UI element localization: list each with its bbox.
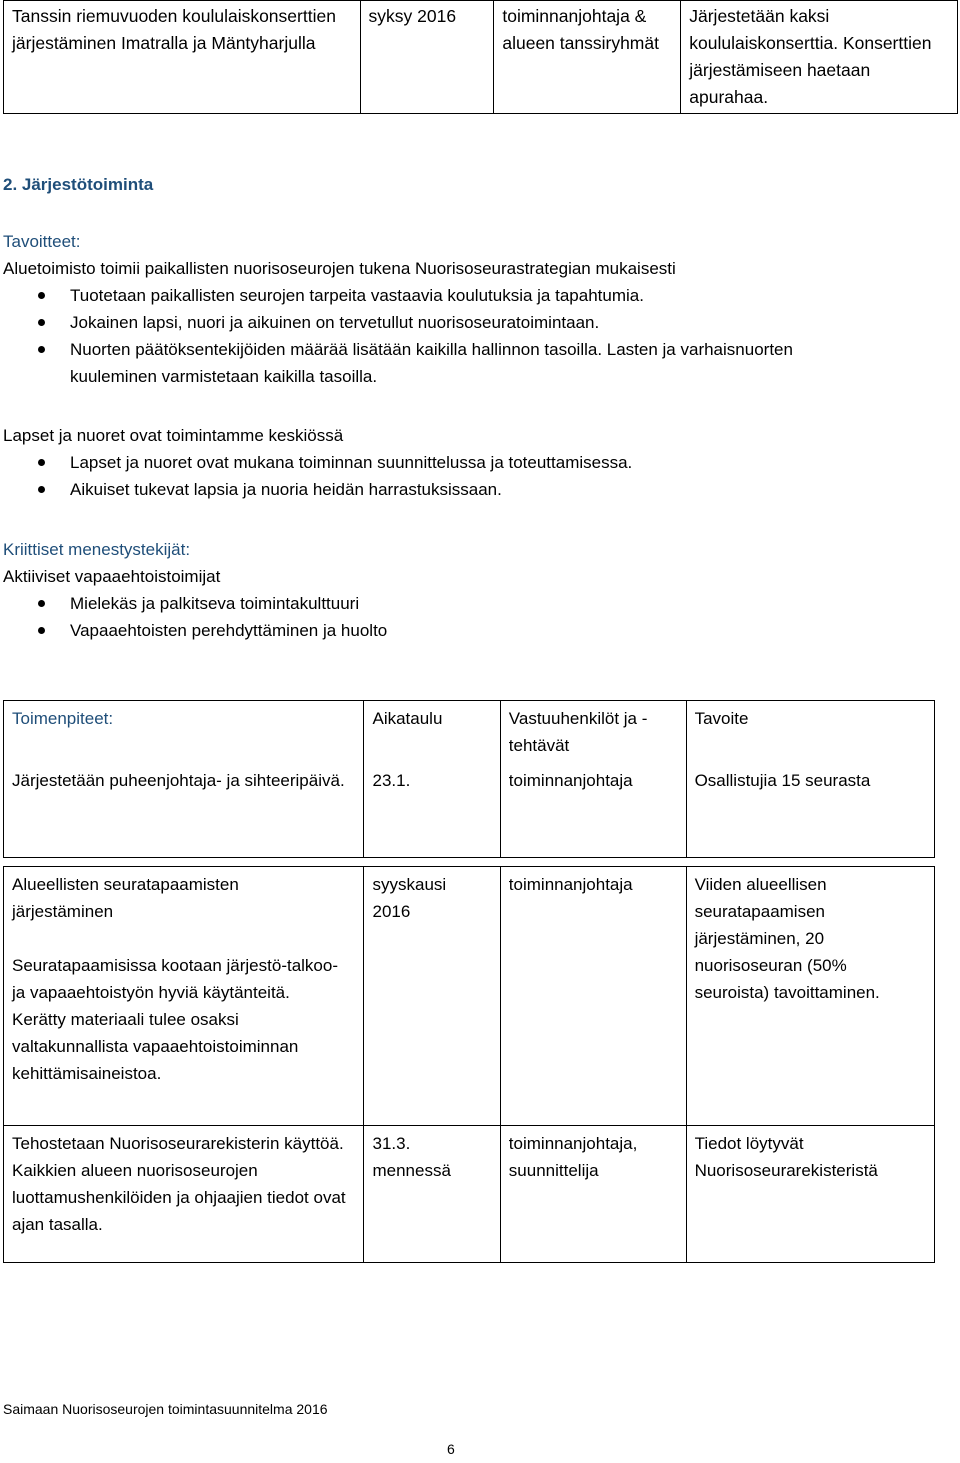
section-title: 2. Järjestötoiminta <box>3 175 154 194</box>
list-item: Jokainen lapsi, nuori ja aikuinen on tervetullut nuorisoseuratoimintaan. <box>3 309 850 336</box>
goals-heading: Tavoitteet: <box>3 232 81 251</box>
header-cell: Vastuuhenkilöt ja -tehtävät <box>500 701 686 764</box>
table-row <box>4 867 935 1126</box>
table-cell <box>364 1126 500 1263</box>
schedule-text: 31.3. mennessä <box>372 1134 451 1180</box>
responsible-cell: toiminnanjohtaja & alueen tanssiryhmät <box>494 1 681 114</box>
csf-block <box>3 536 387 644</box>
list-item: Nuorten päätöksentekijöiden määrää lisätään kaikilla hallinnon tasoilla. Lasten ja varhaisnuorten kuuleminen varmistetaan kaikilla tasoilla. <box>3 336 850 390</box>
table-cell <box>364 867 500 1126</box>
measures-table <box>3 700 935 858</box>
table-cell: Tiedot löytyvät Nuorisoseurarekisteristä <box>686 1126 934 1263</box>
csf-list <box>3 590 387 644</box>
table-cell <box>4 1126 364 1263</box>
list-item: Tuotetaan paikallisten seurojen tarpeita vastaavia koulutuksia ja tapahtumia. <box>3 282 850 309</box>
header-cell: Tavoite <box>686 701 934 764</box>
schedule-text: syyskausi 2016 <box>372 875 447 921</box>
table-cell <box>4 867 364 1126</box>
list-item: Lapset ja nuoret ovat mukana toiminnan suunnittelussa ja toteuttamisessa. <box>3 449 632 476</box>
table-row <box>4 1 958 114</box>
table-cell: Järjestetään puheenjohtaja- ja sihteeripäivä. <box>4 763 364 858</box>
goal-cell: Järjestetään kaksi koululaiskonserttia. Konserttien järjestämiseen haetaan apurahaa. <box>681 1 958 114</box>
children-list <box>3 449 632 503</box>
measures-table-continued <box>3 866 935 1263</box>
header-cell: Toimenpiteet: <box>4 701 364 764</box>
list-item: Mielekäs ja palkitseva toimintakulttuuri <box>3 590 387 617</box>
page-number: 6 <box>447 1441 455 1457</box>
table-cell: toiminnanjohtaja <box>500 867 686 1126</box>
table-cell: Viiden alueellisen seuratapaamisen järjestäminen, 20 nuorisoseuran (50% seuroista) tavoittaminen. <box>686 867 934 1126</box>
measure-text: Tehostetaan Nuorisoseurarekisterin käyttöä. Kaikkien alueen nuorisoseurojen luottamushenkilöiden ja ohjaajien tiedot ovat ajan tasalla. <box>12 1134 346 1234</box>
goals-block <box>3 228 850 390</box>
table-cell: toiminnanjohtaja, suunnittelija <box>500 1126 686 1263</box>
csf-intro: Aktiiviset vapaaehtoistoimijat <box>3 567 221 586</box>
schedule-cell: syksy 2016 <box>360 1 494 114</box>
top-activity-table <box>3 0 958 114</box>
children-block <box>3 422 632 503</box>
header-cell: Aikataulu <box>364 701 500 764</box>
table-cell: toiminnanjohtaja <box>500 763 686 858</box>
table-cell: Osallistujia 15 seurasta <box>686 763 934 858</box>
list-item: Vapaaehtoisten perehdyttäminen ja huolto <box>3 617 387 644</box>
list-item: Aikuiset tukevat lapsia ja nuoria heidän harrastuksissaan. <box>3 476 632 503</box>
table-row <box>4 763 935 858</box>
footer-text: Saimaan Nuorisoseurojen toimintasuunnitelma 2016 <box>3 1401 328 1417</box>
goals-list <box>3 282 850 390</box>
children-intro: Lapset ja nuoret ovat toimintamme keskiössä <box>3 426 344 445</box>
measure-description: Seuratapaamisissa kootaan järjestö-talkoo- ja vapaaehtoistyön hyviä käytänteitä. Kerätty materiaali tulee osaksi valtakunnallista vapaaehtoistoiminnan kehittämisaineistoa. <box>12 956 339 1083</box>
table-cell: 23.1. <box>364 763 500 858</box>
activity-cell: Tanssin riemuvuoden koululaiskonserttien järjestäminen Imatralla ja Mäntyharjulla <box>4 1 361 114</box>
table-header-row <box>4 701 935 764</box>
goals-intro: Aluetoimisto toimii paikallisten nuorisoseurojen tukena Nuorisoseurastrategian mukaisesti <box>3 259 676 278</box>
measure-title: Alueellisten seuratapaamisten järjestäminen <box>12 875 239 921</box>
csf-heading: Kriittiset menestystekijät: <box>3 540 191 559</box>
table-row <box>4 1126 935 1263</box>
